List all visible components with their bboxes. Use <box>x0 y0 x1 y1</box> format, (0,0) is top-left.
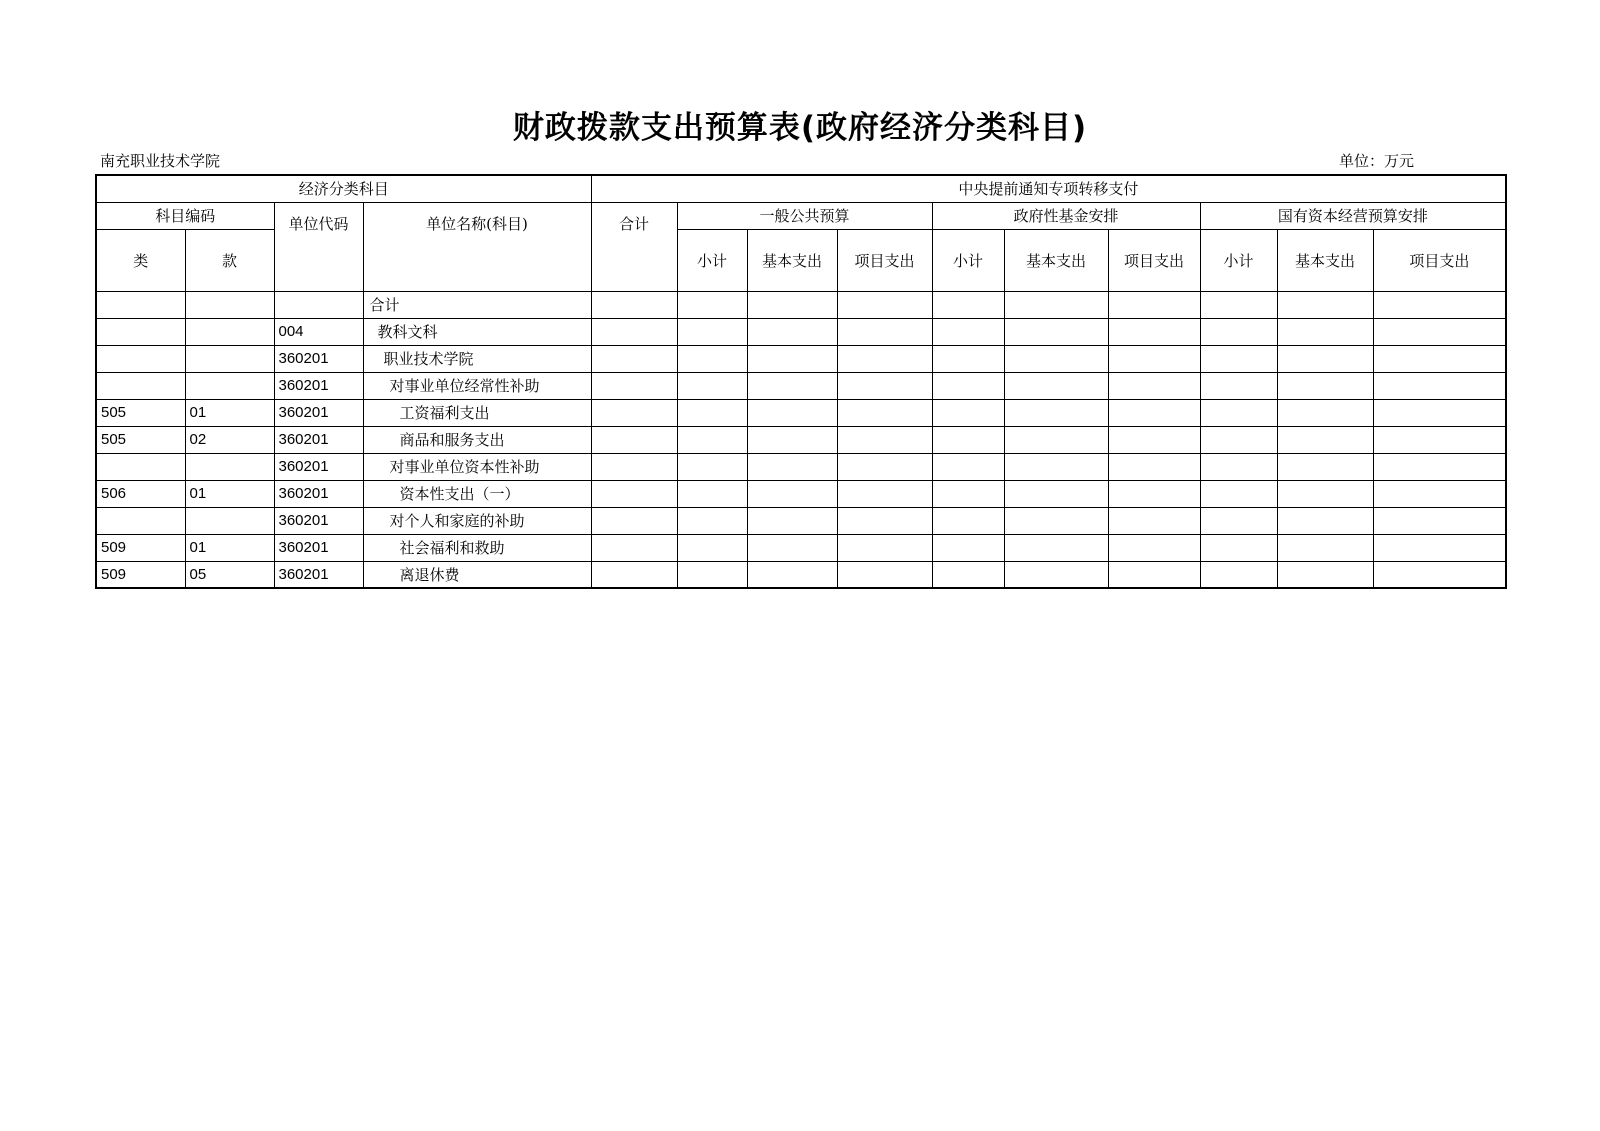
table-body <box>96 175 1506 588</box>
row-amount-cell <box>677 507 747 534</box>
row-kuan-cell <box>185 507 274 534</box>
row-amount-cell <box>837 318 932 345</box>
row-amount-cell <box>1108 318 1200 345</box>
table-row <box>96 426 1506 453</box>
row-amount-cell <box>837 453 932 480</box>
header-general-subtotal: 小计 <box>677 229 747 291</box>
row-amount-cell <box>1373 372 1506 399</box>
row-amount-cell <box>1200 426 1277 453</box>
row-kuan-cell <box>185 453 274 480</box>
row-amount-cell <box>1200 372 1277 399</box>
row-amount-cell <box>747 453 837 480</box>
row-amount-cell <box>1200 345 1277 372</box>
row-amount-cell <box>932 453 1004 480</box>
row-amount-cell <box>1108 480 1200 507</box>
row-amount-cell <box>677 426 747 453</box>
row-amount-cell <box>677 291 747 318</box>
row-amount-cell <box>747 318 837 345</box>
row-amount-cell <box>1200 534 1277 561</box>
row-amount-cell <box>747 291 837 318</box>
row-amount-cell <box>1108 399 1200 426</box>
header-fund-subtotal: 小计 <box>932 229 1004 291</box>
row-amount-cell <box>1277 318 1373 345</box>
row-amount-cell <box>1004 399 1108 426</box>
row-amount-cell <box>932 372 1004 399</box>
row-amount-cell <box>591 453 677 480</box>
header-general-basic: 基本支出 <box>747 229 837 291</box>
row-amount-cell <box>677 345 747 372</box>
row-amount-cell <box>932 291 1004 318</box>
row-amount-cell <box>747 507 837 534</box>
row-lei-cell: 506 <box>96 480 185 507</box>
header-row-2 <box>96 202 1506 229</box>
row-amount-cell <box>837 399 932 426</box>
row-amount-cell <box>1373 399 1506 426</box>
header-capital-project: 项目支出 <box>1373 229 1506 291</box>
row-unit-code-cell: 360201 <box>274 372 363 399</box>
row-amount-cell <box>1108 561 1200 588</box>
header-total: 合计 <box>591 202 677 291</box>
row-unit-code-cell: 360201 <box>274 534 363 561</box>
row-amount-cell <box>932 318 1004 345</box>
row-amount-cell <box>747 534 837 561</box>
row-amount-cell <box>837 345 932 372</box>
header-state-capital: 国有资本经营预算安排 <box>1200 202 1506 229</box>
row-amount-cell <box>1373 426 1506 453</box>
row-amount-cell <box>677 399 747 426</box>
row-amount-cell <box>591 345 677 372</box>
row-amount-cell <box>747 345 837 372</box>
row-amount-cell <box>837 480 932 507</box>
row-amount-cell <box>1108 345 1200 372</box>
row-amount-cell <box>837 291 932 318</box>
table-row <box>96 345 1506 372</box>
row-amount-cell <box>591 372 677 399</box>
row-amount-cell <box>1373 291 1506 318</box>
row-amount-cell <box>677 453 747 480</box>
row-amount-cell <box>837 534 932 561</box>
row-amount-cell <box>1004 534 1108 561</box>
row-kuan-cell: 02 <box>185 426 274 453</box>
row-unit-name-cell: 对事业单位经常性补助 <box>363 372 591 399</box>
row-amount-cell <box>1200 480 1277 507</box>
header-capital-basic: 基本支出 <box>1277 229 1373 291</box>
header-general-project: 项目支出 <box>837 229 932 291</box>
page-title: 财政拨款支出预算表(政府经济分类科目) <box>512 110 1088 146</box>
row-amount-cell <box>1004 291 1108 318</box>
row-amount-cell <box>837 507 932 534</box>
row-amount-cell <box>1277 345 1373 372</box>
table-row <box>96 561 1506 588</box>
row-amount-cell <box>837 372 932 399</box>
row-amount-cell <box>1277 507 1373 534</box>
row-amount-cell <box>591 480 677 507</box>
header-row-1 <box>96 175 1506 202</box>
header-general-budget: 一般公共预算 <box>677 202 932 229</box>
row-unit-name-cell: 教科文科 <box>363 318 591 345</box>
row-amount-cell <box>1200 507 1277 534</box>
row-amount-cell <box>677 372 747 399</box>
row-amount-cell <box>1277 372 1373 399</box>
row-amount-cell <box>932 480 1004 507</box>
organization-name: 南充职业技术学院 <box>100 152 221 170</box>
header-econ-class: 经济分类科目 <box>96 175 591 202</box>
row-unit-name-cell: 工资福利支出 <box>363 399 591 426</box>
unit-label: 单位：万元 <box>1339 152 1415 170</box>
row-amount-cell <box>1200 399 1277 426</box>
row-amount-cell <box>591 534 677 561</box>
row-lei-cell: 509 <box>96 534 185 561</box>
header-kuan: 款 <box>185 229 274 291</box>
row-unit-name-cell: 资本性支出（一） <box>363 480 591 507</box>
row-kuan-cell <box>185 291 274 318</box>
header-gov-fund: 政府性基金安排 <box>932 202 1200 229</box>
row-amount-cell <box>677 561 747 588</box>
table-row <box>96 318 1506 345</box>
table-row <box>96 453 1506 480</box>
row-amount-cell <box>1200 291 1277 318</box>
row-lei-cell <box>96 507 185 534</box>
row-lei-cell: 505 <box>96 426 185 453</box>
row-amount-cell <box>1004 561 1108 588</box>
row-amount-cell <box>1200 453 1277 480</box>
row-amount-cell <box>1277 399 1373 426</box>
row-amount-cell <box>1373 534 1506 561</box>
row-lei-cell <box>96 453 185 480</box>
row-unit-code-cell: 360201 <box>274 345 363 372</box>
row-amount-cell <box>677 480 747 507</box>
row-amount-cell <box>747 372 837 399</box>
row-amount-cell <box>1277 534 1373 561</box>
row-kuan-cell: 01 <box>185 534 274 561</box>
table-row <box>96 291 1506 318</box>
row-amount-cell <box>932 534 1004 561</box>
row-amount-cell <box>1277 453 1373 480</box>
row-amount-cell <box>1004 318 1108 345</box>
row-amount-cell <box>1277 480 1373 507</box>
row-unit-code-cell: 360201 <box>274 399 363 426</box>
row-amount-cell <box>932 345 1004 372</box>
header-central-transfer: 中央提前通知专项转移支付 <box>591 175 1506 202</box>
row-unit-code-cell: 360201 <box>274 426 363 453</box>
row-kuan-cell <box>185 372 274 399</box>
row-unit-code-cell: 360201 <box>274 507 363 534</box>
row-amount-cell <box>747 561 837 588</box>
row-unit-name-cell: 商品和服务支出 <box>363 426 591 453</box>
row-lei-cell <box>96 318 185 345</box>
row-unit-code-cell <box>274 291 363 318</box>
row-amount-cell <box>1004 480 1108 507</box>
row-kuan-cell: 01 <box>185 480 274 507</box>
row-unit-code-cell: 360201 <box>274 561 363 588</box>
row-amount-cell <box>1373 561 1506 588</box>
row-amount-cell <box>1373 480 1506 507</box>
row-amount-cell <box>1277 426 1373 453</box>
row-lei-cell: 509 <box>96 561 185 588</box>
header-lei: 类 <box>96 229 185 291</box>
header-fund-basic: 基本支出 <box>1004 229 1108 291</box>
row-amount-cell <box>1004 372 1108 399</box>
row-unit-code-cell: 360201 <box>274 453 363 480</box>
row-kuan-cell: 05 <box>185 561 274 588</box>
row-amount-cell <box>932 561 1004 588</box>
row-amount-cell <box>1108 453 1200 480</box>
row-amount-cell <box>1373 318 1506 345</box>
header-capital-subtotal: 小计 <box>1200 229 1277 291</box>
row-amount-cell <box>837 561 932 588</box>
row-amount-cell <box>1004 453 1108 480</box>
row-kuan-cell <box>185 345 274 372</box>
table-row <box>96 399 1506 426</box>
row-amount-cell <box>677 534 747 561</box>
row-amount-cell <box>1108 426 1200 453</box>
table-row <box>96 534 1506 561</box>
row-unit-name-cell: 对个人和家庭的补助 <box>363 507 591 534</box>
row-amount-cell <box>1108 534 1200 561</box>
header-unit-code: 单位代码 <box>274 202 363 291</box>
row-amount-cell <box>1277 291 1373 318</box>
row-unit-code-cell: 360201 <box>274 480 363 507</box>
row-unit-name-cell: 合计 <box>363 291 591 318</box>
row-lei-cell <box>96 291 185 318</box>
row-lei-cell <box>96 372 185 399</box>
row-amount-cell <box>591 318 677 345</box>
row-amount-cell <box>1373 507 1506 534</box>
row-amount-cell <box>1108 372 1200 399</box>
row-lei-cell: 505 <box>96 399 185 426</box>
header-fund-project: 项目支出 <box>1108 229 1200 291</box>
budget-table <box>95 174 1507 589</box>
row-amount-cell <box>932 507 1004 534</box>
table-row <box>96 372 1506 399</box>
row-amount-cell <box>747 426 837 453</box>
header-unit-name: 单位名称(科目) <box>363 202 591 291</box>
table-row <box>96 480 1506 507</box>
row-amount-cell <box>932 399 1004 426</box>
row-unit-code-cell: 004 <box>274 318 363 345</box>
row-amount-cell <box>1373 453 1506 480</box>
row-unit-name-cell: 离退休费 <box>363 561 591 588</box>
row-unit-name-cell: 对事业单位资本性补助 <box>363 453 591 480</box>
row-amount-cell <box>837 426 932 453</box>
row-amount-cell <box>1373 345 1506 372</box>
row-amount-cell <box>591 561 677 588</box>
row-unit-name-cell: 社会福利和救助 <box>363 534 591 561</box>
row-amount-cell <box>1004 426 1108 453</box>
row-amount-cell <box>1277 561 1373 588</box>
row-amount-cell <box>591 426 677 453</box>
row-amount-cell <box>747 399 837 426</box>
row-amount-cell <box>932 426 1004 453</box>
row-amount-cell <box>591 399 677 426</box>
row-amount-cell <box>1004 345 1108 372</box>
row-amount-cell <box>747 480 837 507</box>
row-amount-cell <box>1200 318 1277 345</box>
header-subject-code: 科目编码 <box>96 202 274 229</box>
row-kuan-cell <box>185 318 274 345</box>
row-kuan-cell: 01 <box>185 399 274 426</box>
row-amount-cell <box>1108 291 1200 318</box>
row-amount-cell <box>591 291 677 318</box>
row-amount-cell <box>591 507 677 534</box>
row-unit-name-cell: 职业技术学院 <box>363 345 591 372</box>
row-amount-cell <box>1108 507 1200 534</box>
table-row <box>96 507 1506 534</box>
row-amount-cell <box>1004 507 1108 534</box>
row-amount-cell <box>677 318 747 345</box>
row-amount-cell <box>1200 561 1277 588</box>
row-lei-cell <box>96 345 185 372</box>
